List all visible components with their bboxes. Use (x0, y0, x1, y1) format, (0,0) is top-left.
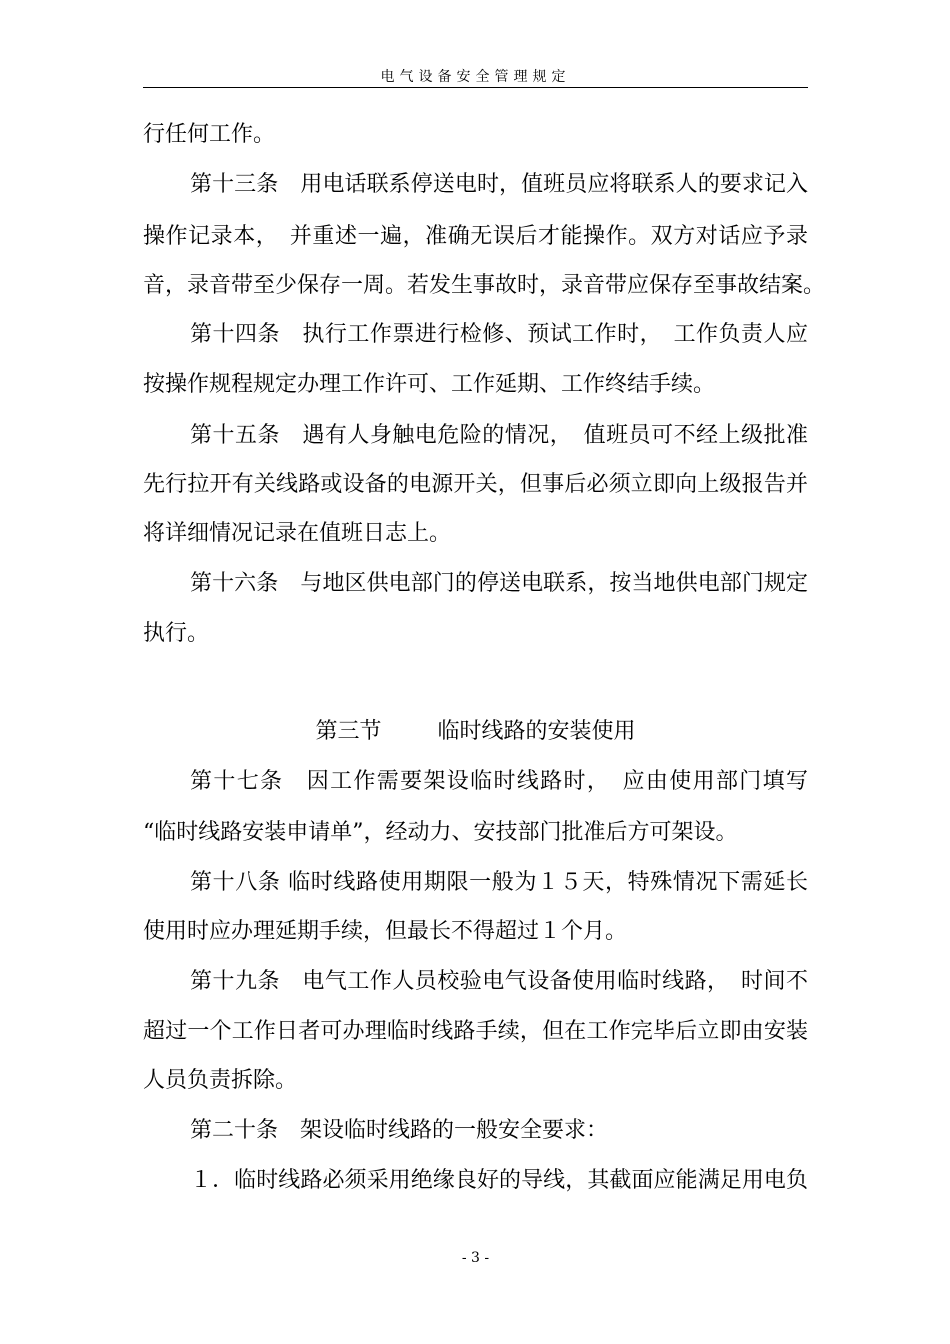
running-header: 电气设备安全管理规定 (380, 69, 571, 85)
text-line: １．临时线路必须采用绝缘良好的导线，其截面应能满足用电负 (190, 1168, 808, 1193)
text-line: 音，录音带至少保存一周。若发生事故时，录音带应保存至事故结案。 (143, 273, 826, 298)
text-line: 使用时应办理延期手续，但最长不得超过１个月。 (143, 919, 628, 944)
text-line: 行任何工作。 (143, 122, 276, 147)
text-line: 第十九条 电气工作人员校验电气设备使用临时线路， 时间不 (190, 969, 808, 994)
text-line: 第十三条 用电话联系停送电时，值班员应将联系人的要求记入 (190, 172, 808, 197)
text-line: 第十五条 遇有人身触电危险的情况， 值班员可不经上级批准 (190, 423, 808, 448)
text-line: 人员负责拆除。 (143, 1068, 298, 1093)
text-line: 第十七条 因工作需要架设临时线路时， 应由使用部门填写 (190, 769, 808, 794)
text-line: 执行。 (143, 621, 210, 646)
text-line: 将详细情况记录在值班日志上。 (143, 521, 452, 546)
header-divider (143, 87, 808, 88)
page-number: - 3 - (461, 1250, 490, 1266)
text-line: 按操作规程规定办理工作许可、工作延期、工作终结手续。 (143, 372, 716, 397)
text-line: 第十四条 执行工作票进行检修、预试工作时， 工作负责人应 (190, 322, 808, 347)
text-line: 第二十条 架设临时线路的一般安全要求： (190, 1118, 609, 1143)
section-number: 第三节 (315, 719, 382, 744)
text-line: “临时线路安装申请单”，经动力、安技部门批准后方可架设。 (143, 820, 738, 845)
section-heading (143, 717, 808, 747)
text-line: 第十六条 与地区供电部门的停送电联系，按当地供电部门规定 (190, 571, 808, 596)
text-line: 超过一个工作日者可办理临时线路手续，但在工作完毕后立即由安装 (143, 1019, 808, 1044)
section-title: 临时线路的安装使用 (437, 719, 636, 744)
text-line: 第十八条 临时线路使用期限一般为１５天，特殊情况下需延长 (190, 870, 808, 895)
text-line: 操作记录本， 并重述一遍，准确无误后才能操作。双方对话应予录 (143, 224, 808, 249)
text-line: 先行拉开有关线路或设备的电源开关，但事后必须立即向上级报告并 (143, 472, 808, 497)
